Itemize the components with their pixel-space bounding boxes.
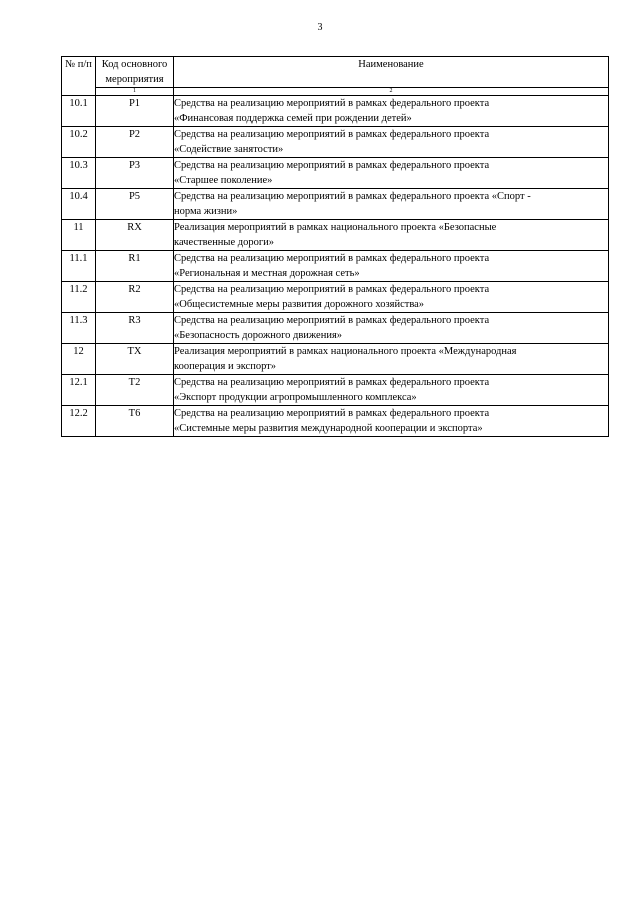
table-body [62, 96, 609, 437]
row-name [174, 344, 609, 375]
row-name-line: Средства на реализацию мероприятий в рамках федерального проекта [174, 284, 490, 295]
column-index-code: 1 [96, 88, 174, 96]
row-name-line: «Системные меры развития международной кооперации и экспорта» [174, 423, 483, 434]
row-number: 10.1 [62, 96, 96, 127]
page-number: 3 [317, 22, 323, 33]
row-name [174, 220, 609, 251]
table-row [62, 313, 609, 344]
header-name: Наименование [174, 57, 609, 88]
row-code: RX [96, 220, 174, 251]
row-number: 10.2 [62, 127, 96, 158]
row-name [174, 251, 609, 282]
row-number: 12.2 [62, 406, 96, 437]
table-row [62, 127, 609, 158]
row-number: 11.3 [62, 313, 96, 344]
row-name-line: Реализация мероприятий в рамках национального проекта «Международная [174, 346, 517, 357]
row-name [174, 406, 609, 437]
header-code-line1: Код основного [101, 59, 168, 70]
row-code: T2 [96, 375, 174, 406]
row-name-line: Реализация мероприятий в рамках национального проекта «Безопасные [174, 222, 497, 233]
row-number: 10.3 [62, 158, 96, 189]
row-name-line: Средства на реализацию мероприятий в рамках федерального проекта [174, 160, 490, 171]
row-name-line: Средства на реализацию мероприятий в рамках федерального проекта [174, 98, 490, 109]
row-number: 12.1 [62, 375, 96, 406]
row-number: 11.2 [62, 282, 96, 313]
table-row [62, 344, 609, 375]
header-code [96, 57, 174, 88]
row-name-line: Средства на реализацию мероприятий в рамках федерального проекта «Спорт - [174, 191, 531, 202]
row-name-line: Средства на реализацию мероприятий в рамках федерального проекта [174, 315, 490, 326]
row-code: R1 [96, 251, 174, 282]
table-row [62, 220, 609, 251]
row-name [174, 189, 609, 220]
row-name-line: кооперация и экспорт» [174, 361, 277, 372]
row-number: 11.1 [62, 251, 96, 282]
header-row [62, 57, 609, 88]
budget-codes-table [61, 56, 609, 437]
table-row [62, 406, 609, 437]
row-name-line: качественные дороги» [174, 237, 275, 248]
table-row [62, 251, 609, 282]
row-code: P1 [96, 96, 174, 127]
column-index-name: 2 [174, 88, 609, 96]
row-code: P2 [96, 127, 174, 158]
row-code: R3 [96, 313, 174, 344]
row-name-line: «Безопасность дорожного движения» [174, 330, 343, 341]
row-name [174, 375, 609, 406]
row-name-line: «Региональная и местная дорожная сеть» [174, 268, 360, 279]
row-name [174, 127, 609, 158]
row-name [174, 313, 609, 344]
row-code: P5 [96, 189, 174, 220]
table-row [62, 375, 609, 406]
table-header [62, 57, 609, 96]
table-row [62, 158, 609, 189]
row-code: R2 [96, 282, 174, 313]
row-name-line: Средства на реализацию мероприятий в рамках федерального проекта [174, 377, 490, 388]
table-row [62, 282, 609, 313]
row-name-line: Средства на реализацию мероприятий в рамках федерального проекта [174, 129, 490, 140]
row-number: 10.4 [62, 189, 96, 220]
row-name-line: Средства на реализацию мероприятий в рамках федерального проекта [174, 253, 490, 264]
row-name-line: норма жизни» [174, 206, 238, 217]
row-code: TX [96, 344, 174, 375]
header-number: № п/п [62, 57, 96, 96]
row-code: T6 [96, 406, 174, 437]
row-name-line: «Старшее поколение» [174, 175, 273, 186]
row-name [174, 282, 609, 313]
row-name-line: Средства на реализацию мероприятий в рамках федерального проекта [174, 408, 490, 419]
row-name-line: «Содействие занятости» [174, 144, 284, 155]
column-index-row [62, 88, 609, 96]
row-name-line: «Экспорт продукции агропромышленного комплекса» [174, 392, 417, 403]
row-code: P3 [96, 158, 174, 189]
row-name [174, 96, 609, 127]
row-name-line: «Общесистемные меры развития дорожного хозяйства» [174, 299, 425, 310]
row-name [174, 158, 609, 189]
table-row [62, 189, 609, 220]
row-number: 11 [62, 220, 96, 251]
table-row [62, 96, 609, 127]
row-number: 12 [62, 344, 96, 375]
header-code-line2: мероприятия [105, 74, 164, 85]
row-name-line: «Финансовая поддержка семей при рождении детей» [174, 113, 412, 124]
